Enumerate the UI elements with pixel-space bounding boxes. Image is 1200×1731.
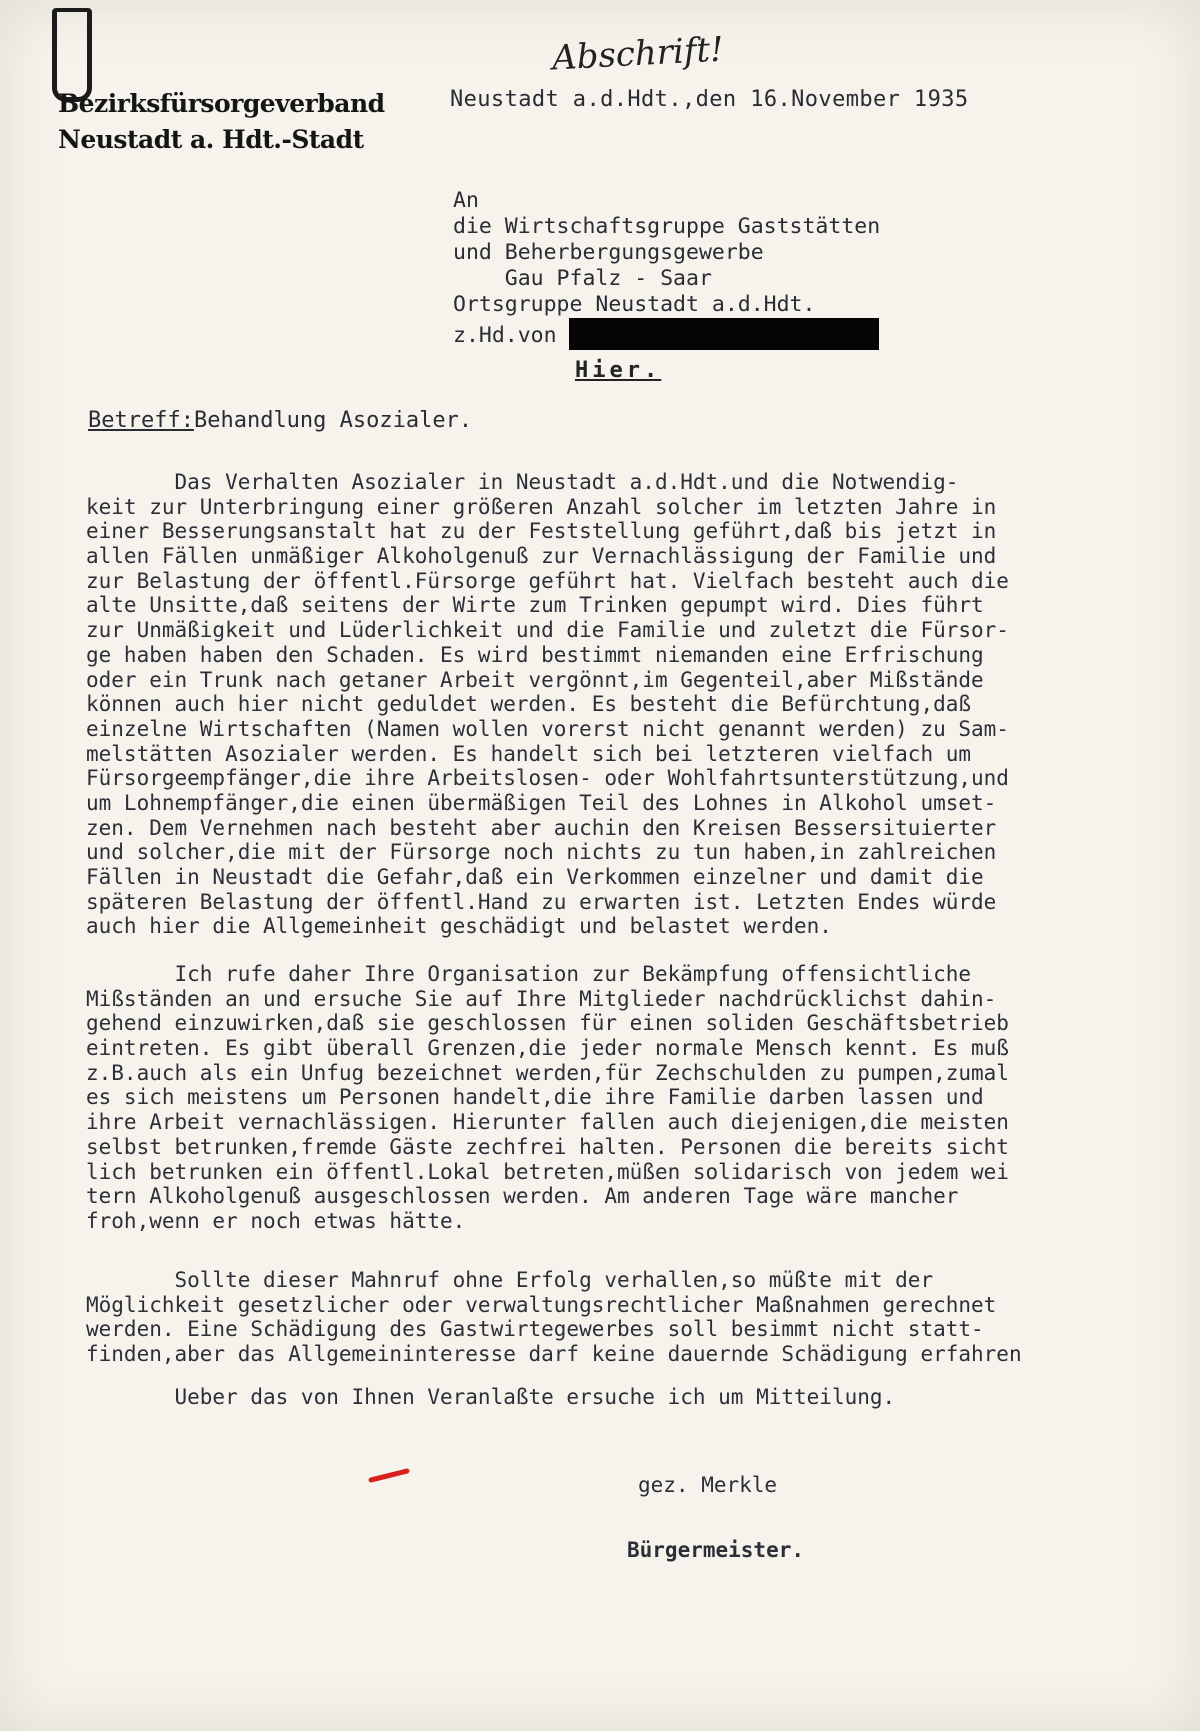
body-line: Ueber das von Ihnen Veranlaßte ersuche ich um Mitteilung.: [86, 1385, 896, 1409]
subject-label: Betreff:: [88, 408, 194, 433]
recipient-line: die Wirtschaftsgruppe Gaststätten: [453, 214, 881, 239]
recipient-line: An: [453, 188, 479, 213]
redaction-bar: [569, 318, 879, 350]
body-line: zur Belastung der öffentl.Fürsorge geführt hat. Vielfach besteht auch die: [86, 568, 1009, 593]
body-line: eintreten. Es gibt überall Grenzen,die jeder normale Mensch kennt. Es muß: [86, 1036, 1009, 1061]
body-line: auch hier die Allgemeinheit geschädigt und belastet werden.: [86, 914, 832, 939]
body-line: werden. Eine Schädigung des Gastwirtegewerbes soll besimmt nicht statt-: [86, 1317, 984, 1342]
red-pencil-mark: [368, 1468, 410, 1483]
body-line: zur Unmäßigkeit und Lüderlichkeit und die Familie und zuletzt die Fürsor-: [86, 618, 1009, 643]
signature: gez. Merkle: [638, 1473, 778, 1497]
recipient-attention-line: [453, 318, 880, 348]
body-line: oder ein Trunk nach getaner Arbeit vergönnt,im Gegenteil,aber Mißstände: [86, 667, 984, 692]
sender-stamp: [58, 86, 385, 158]
body-line: Fällen in Neustadt die Gefahr,daß ein Verkommen einzelner und damit die: [86, 865, 984, 889]
body-line: späteren Belastung der öffentl.Hand zu erwarten ist. Letzten Endes würde: [86, 889, 997, 914]
body-line: können auch hier nicht geduldet werden. Es besteht die Befürchtung,daß: [86, 692, 972, 717]
body-line: Möglichkeit gesetzlicher oder verwaltungsrechtlicher Maßnahmen gerechnet: [86, 1292, 997, 1317]
body-paragraph-4: [86, 1385, 1186, 1410]
body-line: keit zur Unterbringung einer größeren Anzahl solcher im letzten Jahre in: [86, 494, 997, 519]
body-line: Ich rufe daher Ihre Organisation zur Bekämpfung offensichtliche: [86, 962, 972, 986]
body-line: finden,aber das Allgemeininteresse darf keine dauernde Schädigung erfahren: [86, 1342, 1022, 1367]
body-line: und solcher,die mit der Fürsorge noch nichts zu tun haben,in zahlreichen: [86, 840, 997, 865]
body-line: z.B.auch als ein Unfug bezeichnet werden,für Zechschulden zu pumpen,zumal: [86, 1060, 1009, 1085]
body-line: ge haben haben den Schaden. Es wird bestimmt niemanden eine Erfrischung: [86, 642, 984, 667]
body-line: Sollte dieser Mahnruf ohne Erfolg verhallen,so müßte mit der: [86, 1268, 934, 1292]
body-line: melstätten Asozialer werden. Es handelt sich bei letzteren vielfach um: [86, 741, 972, 766]
body-line: einer Besserungsanstalt hat zu der Feststellung geführt,daß bis jetzt in: [86, 519, 997, 544]
body-paragraph-1: [86, 470, 1186, 939]
recipient-line: Gau Pfalz - Saar: [453, 266, 712, 291]
body-line: froh,wenn er noch etwas hätte.: [86, 1208, 466, 1233]
body-line: alte Unsitte,daß seitens der Wirte zum Trinken gepumpt wird. Dies führt: [86, 593, 984, 618]
recipient-line: Ortsgruppe Neustadt a.d.Hdt.: [453, 292, 816, 317]
recipient-address: [453, 188, 881, 348]
subject-line: [88, 408, 472, 433]
body-line: Das Verhalten Asozialer in Neustadt a.d.Hdt.und die Notwendig-: [86, 470, 959, 494]
body-line: Mißständen an und ersuche Sie auf Ihre Mitglieder nachdrücklichst dahin-: [86, 986, 997, 1011]
body-line: tern Alkoholgenuß ausgeschlossen werden. Am anderen Tage wäre mancher: [86, 1184, 959, 1209]
body-line: allen Fällen unmäßiger Alkoholgenuß zur Vernachlässigung der Familie und: [86, 544, 997, 569]
recipient-attention-label: z.Hd.von: [453, 323, 557, 348]
body-line: selbst betrunken,fremde Gäste zechfrei halten. Personen die bereits sicht: [86, 1134, 1009, 1159]
signatory-title: Bürgermeister.: [627, 1538, 805, 1562]
body-paragraph-3: [86, 1268, 1186, 1367]
body-paragraph-2: [86, 962, 1186, 1234]
body-line: einzelne Wirtschaften (Namen wollen vorerst nicht genannt werden) zu Sam-: [86, 716, 1009, 741]
subject-text: Behandlung Asozialer.: [193, 408, 473, 433]
body-line: es sich meistens um Personen handelt,die ihre Familie darben lassen und: [86, 1085, 984, 1110]
body-line: lich betrunken ein öffentl.Lokal betreten,müßen solidarisch von jedem wei: [86, 1159, 1009, 1184]
sender-line-1: Bezirksfürsorgeverband: [58, 89, 385, 118]
body-line: zen. Dem Vernehmen nach besteht aber auchin den Kreisen Bessersituierter: [86, 815, 997, 840]
body-line: ihre Arbeit vernachlässigen. Hierunter fallen auch diejenigen,die meisten: [86, 1110, 1009, 1135]
body-line: gehend einzuwirken,daß sie geschlossen für einen soliden Geschäftsbetrieb: [86, 1011, 1009, 1036]
copy-annotation: Abschrift!: [551, 29, 725, 79]
body-line: um Lohnempfänger,die einen übermäßigen Teil des Lohnes in Alkohol umset-: [86, 790, 997, 815]
sender-line-2: Neustadt a. Hdt.-Stadt: [58, 125, 364, 154]
recipient-line: und Beherbergungsgewerbe: [453, 240, 764, 265]
body-line: Fürsorgeempfänger,die ihre Arbeitslosen- oder Wohlfahrtsunterstützung,und: [86, 766, 1009, 791]
letter-date: Neustadt a.d.Hdt.,den 16.November 1935: [450, 87, 969, 112]
place-heading: Hier.: [575, 358, 662, 383]
